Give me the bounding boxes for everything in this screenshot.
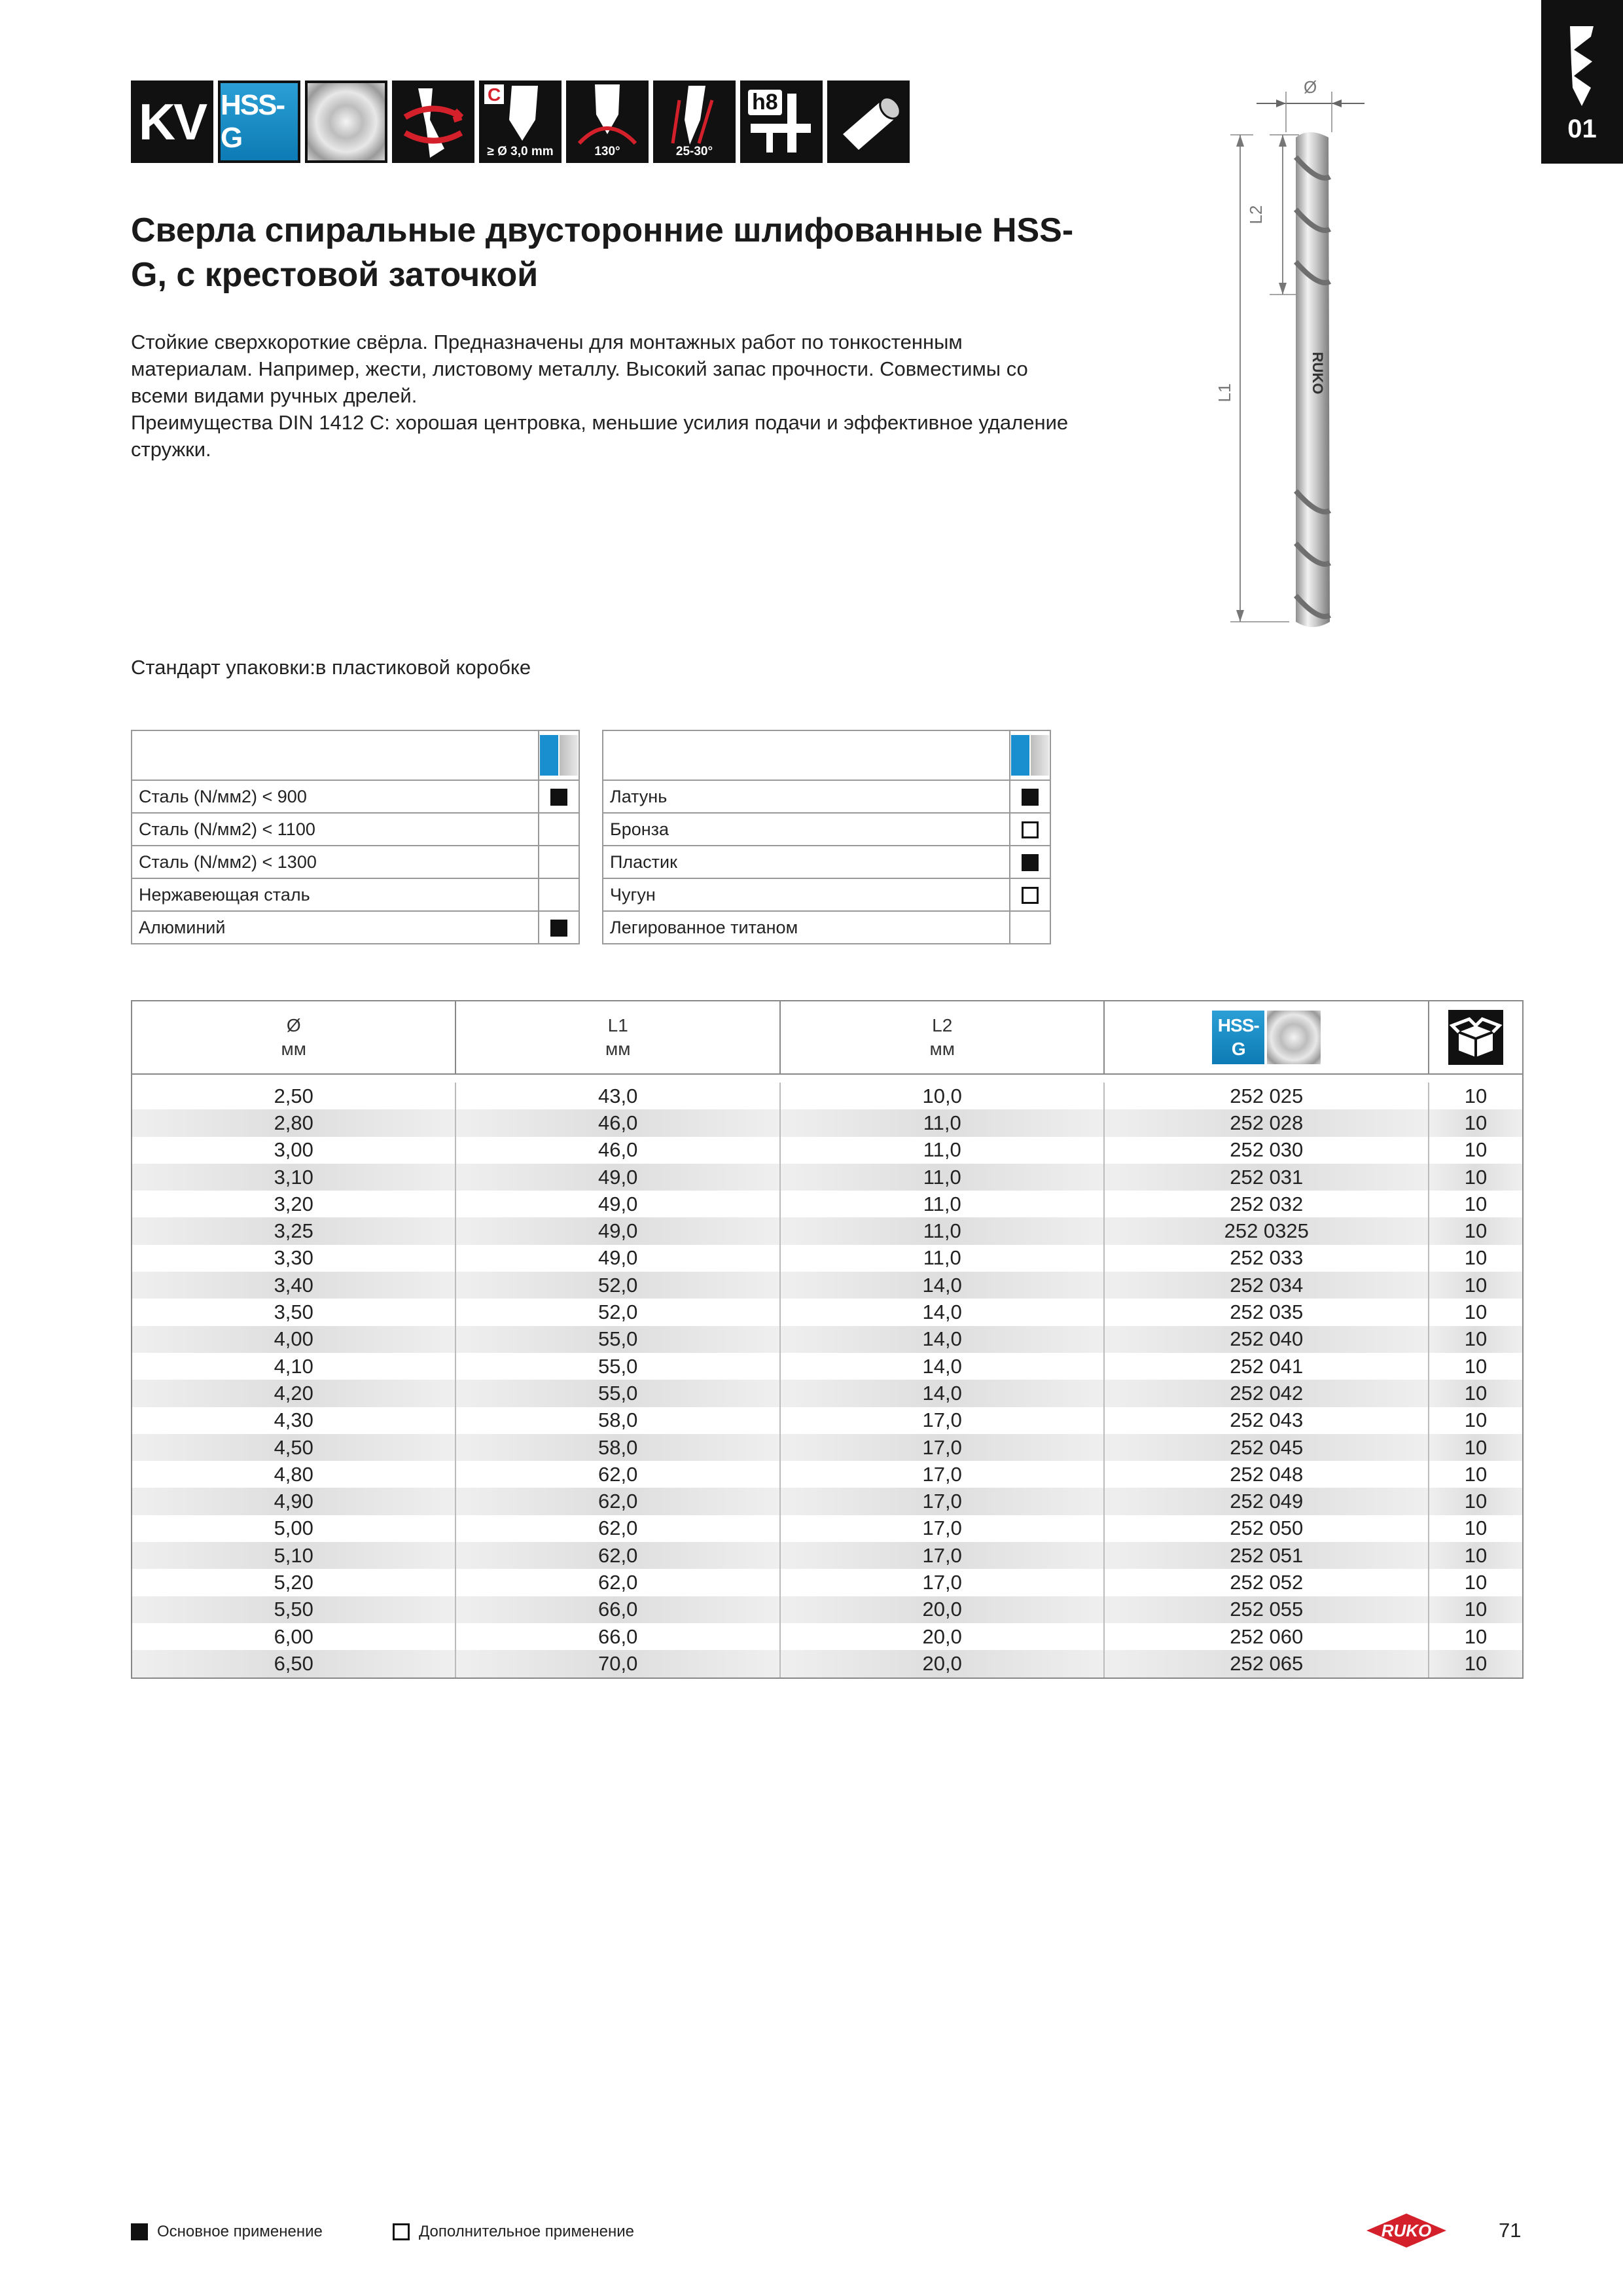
hss-g-badge: HSS-G xyxy=(1212,1011,1264,1064)
helix-angle-icon xyxy=(653,81,736,163)
package-qty-cell: 10 xyxy=(1429,1407,1523,1434)
table-row xyxy=(132,1542,1523,1569)
point-angle-caption: 130° xyxy=(594,145,620,158)
l2-cell: 11,0 xyxy=(780,1137,1104,1164)
table-row xyxy=(132,1434,1523,1461)
feature-icon-strip xyxy=(131,81,910,163)
diameter-cell: 5,10 xyxy=(132,1542,455,1569)
table-row xyxy=(132,1299,1523,1325)
diameter-cell: 3,30 xyxy=(132,1245,455,1272)
hss-g-icon: HSS-G xyxy=(218,81,300,163)
package-qty-cell: 10 xyxy=(1429,1623,1523,1650)
table-row xyxy=(132,1217,1523,1244)
package-qty-cell: 10 xyxy=(1429,1461,1523,1488)
package-qty-cell: 10 xyxy=(1429,1245,1523,1272)
package-qty-cell: 10 xyxy=(1429,1326,1523,1353)
material-name: Сталь (N/мм2) < 1100 xyxy=(132,813,539,846)
article-number-cell: 252 030 xyxy=(1104,1137,1429,1164)
table-row xyxy=(132,1353,1523,1380)
material-row xyxy=(603,878,1050,911)
open-square-icon xyxy=(393,2223,410,2240)
diameter-cell: 2,80 xyxy=(132,1109,455,1136)
materials-table-left xyxy=(131,730,580,944)
drill-sizes-table xyxy=(131,1000,1524,1679)
l2-cell: 11,0 xyxy=(780,1245,1104,1272)
table-row xyxy=(132,1245,1523,1272)
material-name: Нержавеющая сталь xyxy=(132,878,539,911)
package-qty-cell: 10 xyxy=(1429,1109,1523,1136)
legend-primary-label: Основное применение xyxy=(157,2223,323,2240)
product-title: Сверла спиральные двусторонние шлифованные HSS-G, с крестовой заточкой xyxy=(131,211,1074,294)
package-qty-cell: 10 xyxy=(1429,1353,1523,1380)
article-number-cell: 252 032 xyxy=(1104,1191,1429,1217)
diameter-cell: 4,10 xyxy=(132,1353,455,1380)
diameter-cell: 5,00 xyxy=(132,1515,455,1542)
material-row xyxy=(603,813,1050,846)
page-number: 71 xyxy=(1499,2219,1522,2242)
l1-cell: 66,0 xyxy=(455,1596,779,1623)
l1-cell: 55,0 xyxy=(455,1326,779,1353)
package-qty-cell: 10 xyxy=(1429,1434,1523,1461)
l1-cell: 49,0 xyxy=(455,1245,779,1272)
material-row xyxy=(603,911,1050,944)
l2-cell: 14,0 xyxy=(780,1353,1104,1380)
l1-cell: 49,0 xyxy=(455,1164,779,1191)
l1-label: L1 xyxy=(1215,383,1234,403)
l2-cell: 17,0 xyxy=(780,1434,1104,1461)
package-qty-cell: 10 xyxy=(1429,1217,1523,1244)
table-row xyxy=(132,1137,1523,1164)
material-suitability xyxy=(539,911,579,944)
hss-g-ground-icon xyxy=(540,735,578,776)
materials-table-right xyxy=(602,730,1051,944)
package-qty-cell: 10 xyxy=(1429,1137,1523,1164)
package-qty-cell: 10 xyxy=(1429,1596,1523,1623)
diameter-cell: 4,90 xyxy=(132,1488,455,1515)
table-row xyxy=(132,1326,1523,1353)
l1-cell: 46,0 xyxy=(455,1109,779,1136)
column-header-l1: L1 мм xyxy=(455,1001,779,1074)
material-suitability xyxy=(539,813,579,846)
table-row xyxy=(132,1407,1523,1434)
description-paragraph: Стойкие сверхкороткие свёрла. Предназначены для монтажных работ по тонкостенным материалам. Например, жести, листовому металлу. Высокий запас прочности. Совместимы со всеми видами ручных дрелей. xyxy=(131,331,1028,407)
table-row xyxy=(132,1083,1523,1109)
l2-cell: 11,0 xyxy=(780,1164,1104,1191)
package-qty-cell: 10 xyxy=(1429,1569,1523,1596)
material-row xyxy=(132,911,579,944)
sheet-metal-tube-icon xyxy=(827,81,910,163)
article-number-cell: 252 052 xyxy=(1104,1569,1429,1596)
l2-cell: 11,0 xyxy=(780,1217,1104,1244)
ground-finish-icon xyxy=(1267,1011,1321,1064)
l1-cell: 49,0 xyxy=(455,1217,779,1244)
package-qty-cell: 10 xyxy=(1429,1083,1523,1109)
l1-cell: 62,0 xyxy=(455,1542,779,1569)
diameter-cell: 3,00 xyxy=(132,1137,455,1164)
material-suitability xyxy=(1010,813,1050,846)
l1-cell: 49,0 xyxy=(455,1191,779,1217)
l1-cell: 52,0 xyxy=(455,1299,779,1325)
article-number-cell: 252 042 xyxy=(1104,1380,1429,1407)
l1-cell: 55,0 xyxy=(455,1353,779,1380)
helix-angle-caption: 25-30° xyxy=(675,145,713,158)
table-row xyxy=(132,1191,1523,1217)
point-angle-icon xyxy=(566,81,649,163)
l2-cell: 17,0 xyxy=(780,1407,1104,1434)
package-box-icon xyxy=(1448,1010,1503,1065)
hss-g-ground-icon xyxy=(1011,735,1049,776)
table-row xyxy=(132,1623,1523,1650)
package-qty-cell: 10 xyxy=(1429,1488,1523,1515)
filled-square-icon xyxy=(1022,789,1039,806)
column-header-l2: L2 мм xyxy=(780,1001,1104,1074)
l2-cell: 20,0 xyxy=(780,1650,1104,1677)
material-row xyxy=(132,780,579,813)
double-ended-drill-icon xyxy=(392,81,474,163)
table-row xyxy=(132,1164,1523,1191)
l1-cell: 62,0 xyxy=(455,1515,779,1542)
l2-cell: 14,0 xyxy=(780,1326,1104,1353)
diameter-cell: 3,25 xyxy=(132,1217,455,1244)
table-row xyxy=(132,1515,1523,1542)
legend-secondary-label: Дополнительное применение xyxy=(419,2223,634,2240)
material-suitability xyxy=(539,780,579,813)
description-paragraph: Преимущества DIN 1412 С: хорошая центровка, меньшие усилия подачи и эффективное удаление стружки. xyxy=(131,411,1069,461)
material-suitability xyxy=(1010,878,1050,911)
l2-cell: 17,0 xyxy=(780,1515,1104,1542)
l1-cell: 58,0 xyxy=(455,1434,779,1461)
l2-cell: 14,0 xyxy=(780,1299,1104,1325)
filled-square-icon xyxy=(550,789,567,806)
l1-cell: 66,0 xyxy=(455,1623,779,1650)
material-suitability xyxy=(1010,780,1050,813)
material-row xyxy=(132,846,579,878)
package-qty-cell: 10 xyxy=(1429,1650,1523,1677)
article-number-cell: 252 041 xyxy=(1104,1353,1429,1380)
material-suitability xyxy=(539,846,579,878)
legend-primary xyxy=(131,2223,323,2241)
l1-cell: 52,0 xyxy=(455,1272,779,1299)
cross-point-caption: ≥ Ø 3,0 mm xyxy=(487,145,554,158)
l1-cell: 55,0 xyxy=(455,1380,779,1407)
l1-cell: 62,0 xyxy=(455,1569,779,1596)
material-suitability xyxy=(1010,846,1050,878)
material-row xyxy=(132,813,579,846)
article-number-cell: 252 051 xyxy=(1104,1542,1429,1569)
article-number-cell: 252 031 xyxy=(1104,1164,1429,1191)
l1-cell: 70,0 xyxy=(455,1650,779,1677)
l2-cell: 11,0 xyxy=(780,1191,1104,1217)
diameter-cell: 2,50 xyxy=(132,1083,455,1109)
l2-cell: 10,0 xyxy=(780,1083,1104,1109)
section-number: 01 xyxy=(1567,115,1597,143)
l1-cell: 62,0 xyxy=(455,1488,779,1515)
l1-cell: 62,0 xyxy=(455,1461,779,1488)
package-qty-cell: 10 xyxy=(1429,1542,1523,1569)
l2-cell: 11,0 xyxy=(780,1109,1104,1136)
l2-cell: 17,0 xyxy=(780,1488,1104,1515)
diameter-cell: 4,00 xyxy=(132,1326,455,1353)
material-row xyxy=(603,846,1050,878)
l2-cell: 17,0 xyxy=(780,1461,1104,1488)
diameter-cell: 4,20 xyxy=(132,1380,455,1407)
package-qty-cell: 10 xyxy=(1429,1272,1523,1299)
l2-cell: 20,0 xyxy=(780,1596,1104,1623)
column-header-article xyxy=(1104,1001,1429,1074)
cross-point-icon xyxy=(479,81,562,163)
diameter-cell: 6,00 xyxy=(132,1623,455,1650)
l2-cell: 20,0 xyxy=(780,1623,1104,1650)
article-number-cell: 252 065 xyxy=(1104,1650,1429,1677)
column-header-diameter: Ø мм xyxy=(132,1001,455,1074)
filled-square-icon xyxy=(550,920,567,937)
package-qty-cell: 10 xyxy=(1429,1299,1523,1325)
diameter-cell: 6,50 xyxy=(132,1650,455,1677)
article-number-cell: 252 048 xyxy=(1104,1461,1429,1488)
material-name: Чугун xyxy=(603,878,1010,911)
l2-cell: 17,0 xyxy=(780,1542,1104,1569)
diameter-cell: 5,20 xyxy=(132,1569,455,1596)
material-name: Пластик xyxy=(603,846,1010,878)
svg-text:C: C xyxy=(488,84,501,105)
legend-secondary xyxy=(393,2223,634,2241)
material-name: Алюминий xyxy=(132,911,539,944)
table-row xyxy=(132,1272,1523,1299)
material-suitability xyxy=(539,878,579,911)
drill-dimension-drawing xyxy=(1191,72,1387,635)
column-header-package xyxy=(1429,1001,1523,1074)
table-row xyxy=(132,1109,1523,1136)
diameter-cell: 4,30 xyxy=(132,1407,455,1434)
open-square-icon xyxy=(1022,887,1039,904)
section-tab xyxy=(1541,0,1623,164)
table-row xyxy=(132,1380,1523,1407)
diameter-cell: 3,50 xyxy=(132,1299,455,1325)
kv-icon: KV xyxy=(131,81,213,163)
article-number-cell: 252 050 xyxy=(1104,1515,1429,1542)
article-number-cell: 252 055 xyxy=(1104,1596,1429,1623)
h8-tolerance-icon xyxy=(740,81,823,163)
material-name: Сталь (N/мм2) < 1300 xyxy=(132,846,539,878)
diameter-cell: 4,80 xyxy=(132,1461,455,1488)
h8-label: h8 xyxy=(748,90,782,115)
article-number-cell: 252 035 xyxy=(1104,1299,1429,1325)
article-number-cell: 252 025 xyxy=(1104,1083,1429,1109)
article-number-cell: 252 060 xyxy=(1104,1623,1429,1650)
package-qty-cell: 10 xyxy=(1429,1191,1523,1217)
article-number-cell: 252 034 xyxy=(1104,1272,1429,1299)
ruko-logo xyxy=(1365,2212,1448,2249)
l2-label: L2 xyxy=(1246,205,1266,224)
material-name: Бронза xyxy=(603,813,1010,846)
material-row xyxy=(132,878,579,911)
table-row xyxy=(132,1488,1523,1515)
package-qty-cell: 10 xyxy=(1429,1515,1523,1542)
open-square-icon xyxy=(1022,821,1039,838)
l1-cell: 43,0 xyxy=(455,1083,779,1109)
svg-text:RUKO: RUKO xyxy=(1381,2221,1432,2240)
diameter-cell: 4,50 xyxy=(132,1434,455,1461)
material-name: Сталь (N/мм2) < 900 xyxy=(132,780,539,813)
l1-cell: 58,0 xyxy=(455,1407,779,1434)
diameter-label: Ø xyxy=(1304,77,1317,97)
l2-cell: 17,0 xyxy=(780,1569,1104,1596)
article-number-cell: 252 0325 xyxy=(1104,1217,1429,1244)
ground-finish-icon xyxy=(305,81,387,163)
material-name: Легированное титаном xyxy=(603,911,1010,944)
diameter-cell: 3,10 xyxy=(132,1164,455,1191)
table-row xyxy=(132,1650,1523,1677)
table-row xyxy=(132,1461,1523,1488)
material-row xyxy=(603,780,1050,813)
l2-cell: 14,0 xyxy=(780,1380,1104,1407)
article-number-cell: 252 045 xyxy=(1104,1434,1429,1461)
package-qty-cell: 10 xyxy=(1429,1164,1523,1191)
filled-square-icon xyxy=(1022,854,1039,871)
article-number-cell: 252 049 xyxy=(1104,1488,1429,1515)
l2-cell: 14,0 xyxy=(780,1272,1104,1299)
article-number-cell: 252 033 xyxy=(1104,1245,1429,1272)
article-number-cell: 252 028 xyxy=(1104,1109,1429,1136)
material-suitability xyxy=(1010,911,1050,944)
table-row xyxy=(132,1596,1523,1623)
package-qty-cell: 10 xyxy=(1429,1380,1523,1407)
l1-cell: 46,0 xyxy=(455,1137,779,1164)
table-row xyxy=(132,1569,1523,1596)
article-number-cell: 252 043 xyxy=(1104,1407,1429,1434)
product-description xyxy=(131,329,1080,463)
drill-bit-icon xyxy=(1561,24,1603,109)
diameter-cell: 5,50 xyxy=(132,1596,455,1623)
drill-brand-label: RUKO xyxy=(1310,351,1326,395)
packaging-info: Стандарт упаковки:в пластиковой коробке xyxy=(131,656,531,679)
material-name: Латунь xyxy=(603,780,1010,813)
filled-square-icon xyxy=(131,2223,148,2240)
article-number-cell: 252 040 xyxy=(1104,1326,1429,1353)
diameter-cell: 3,20 xyxy=(132,1191,455,1217)
diameter-cell: 3,40 xyxy=(132,1272,455,1299)
